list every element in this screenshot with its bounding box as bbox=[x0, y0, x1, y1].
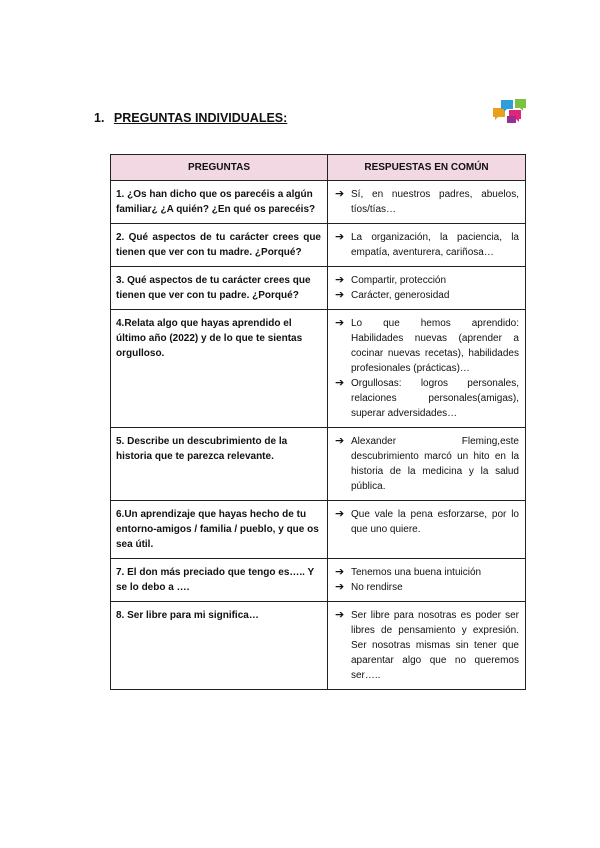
answer-cell bbox=[328, 267, 526, 310]
table-row bbox=[111, 224, 526, 267]
section-title: PREGUNTAS INDIVIDUALES: bbox=[113, 111, 288, 125]
answer-text: Que vale la pena esforzarse, por lo que uno quiere. bbox=[351, 509, 519, 535]
answer-item bbox=[333, 580, 519, 595]
table-row bbox=[111, 428, 526, 501]
table-row bbox=[111, 310, 526, 428]
answer-item bbox=[333, 376, 519, 421]
answer-item bbox=[333, 273, 519, 288]
answer-cell bbox=[328, 310, 526, 428]
answer-text: Tenemos una buena intuición bbox=[351, 567, 482, 578]
answer-list bbox=[333, 507, 519, 537]
answer-text: Orgullosas: logros personales, relaciones personales(amigas), superar adversidades… bbox=[351, 378, 519, 419]
question-cell: 5. Describe un descubrimiento de la historia que te parezca relevante. bbox=[111, 428, 328, 501]
answer-text: No rendirse bbox=[351, 582, 403, 593]
question-cell: 2. Qué aspectos de tu carácter crees que tienen que ver con tu madre. ¿Porqué? bbox=[111, 224, 328, 267]
answer-item bbox=[333, 507, 519, 537]
arrow-bullet-icon: ➔ bbox=[335, 508, 345, 520]
answer-text: Compartir, protección bbox=[351, 275, 447, 286]
arrow-bullet-icon: ➔ bbox=[335, 435, 345, 447]
speech-bubbles-logo bbox=[489, 94, 529, 126]
answer-text: Carácter, generosidad bbox=[351, 290, 450, 301]
table-header-row bbox=[111, 155, 526, 181]
answer-item bbox=[333, 608, 519, 683]
table-row bbox=[111, 501, 526, 559]
answer-item bbox=[333, 187, 519, 217]
table-row bbox=[111, 602, 526, 690]
answer-cell bbox=[328, 559, 526, 602]
answer-cell bbox=[328, 181, 526, 224]
arrow-bullet-icon: ➔ bbox=[335, 289, 345, 301]
questions-table bbox=[110, 154, 526, 690]
answer-cell bbox=[328, 428, 526, 501]
arrow-bullet-icon: ➔ bbox=[335, 377, 345, 389]
question-cell: 7. El don más preciado que tengo es….. Y se lo debo a …. bbox=[111, 559, 328, 602]
question-cell: 6.Un aprendizaje que hayas hecho de tu entorno-amigos / familia / pueblo, y que os sea útil. bbox=[111, 501, 328, 559]
header-questions: PREGUNTAS bbox=[111, 155, 328, 181]
arrow-bullet-icon: ➔ bbox=[335, 231, 345, 243]
answer-text: Lo que hemos aprendido: Habilidades nuevas (aprender a cocinar nuevas recetas), habilidades profesionales (prácticas)… bbox=[351, 318, 519, 374]
arrow-bullet-icon: ➔ bbox=[335, 566, 345, 578]
answer-list bbox=[333, 434, 519, 494]
arrow-bullet-icon: ➔ bbox=[335, 609, 345, 621]
answer-list bbox=[333, 608, 519, 683]
answer-list bbox=[333, 230, 519, 260]
answer-text: Sí, en nuestros padres, abuelos, tíos/tías… bbox=[351, 189, 519, 215]
answer-cell bbox=[328, 602, 526, 690]
arrow-bullet-icon: ➔ bbox=[335, 317, 345, 329]
arrow-bullet-icon: ➔ bbox=[335, 188, 345, 200]
table-row bbox=[111, 181, 526, 224]
question-cell: 8. Ser libre para mi significa… bbox=[111, 602, 328, 690]
section-heading bbox=[94, 111, 287, 125]
answer-list bbox=[333, 273, 519, 303]
answer-cell bbox=[328, 501, 526, 559]
question-cell: 4.Relata algo que hayas aprendido el último año (2022) y de lo que te sientas orgulloso. bbox=[111, 310, 328, 428]
answer-item bbox=[333, 565, 519, 580]
answer-list bbox=[333, 565, 519, 595]
answer-item bbox=[333, 288, 519, 303]
answer-list bbox=[333, 187, 519, 217]
section-number: 1. bbox=[94, 111, 105, 125]
answer-list bbox=[333, 316, 519, 421]
question-cell: 1. ¿Os han dicho que os parecéis a algún familiar¿ ¿A quién? ¿En qué os parecéis? bbox=[111, 181, 328, 224]
arrow-bullet-icon: ➔ bbox=[335, 274, 345, 286]
header-answers: RESPUESTAS EN COMÚN bbox=[328, 155, 526, 181]
answer-item bbox=[333, 316, 519, 376]
answer-text: La organización, la paciencia, la empatía, aventurera, cariñosa… bbox=[351, 232, 519, 258]
answer-text: Ser libre para nosotras es poder ser libres de pensamiento y expresión. Ser nosotras mismas sin tener que aparentar algo que no queremos ser….. bbox=[351, 610, 519, 681]
answer-item bbox=[333, 230, 519, 260]
question-cell: 3. Qué aspectos de tu carácter crees que tienen que ver con tu padre. ¿Porqué? bbox=[111, 267, 328, 310]
table-row bbox=[111, 559, 526, 602]
answer-item bbox=[333, 434, 519, 494]
answer-cell bbox=[328, 224, 526, 267]
answer-text: Alexander Fleming,este descubrimiento marcó un hito en la historia de la medicina y la salud pública. bbox=[351, 436, 519, 492]
arrow-bullet-icon: ➔ bbox=[335, 581, 345, 593]
table-row bbox=[111, 267, 526, 310]
